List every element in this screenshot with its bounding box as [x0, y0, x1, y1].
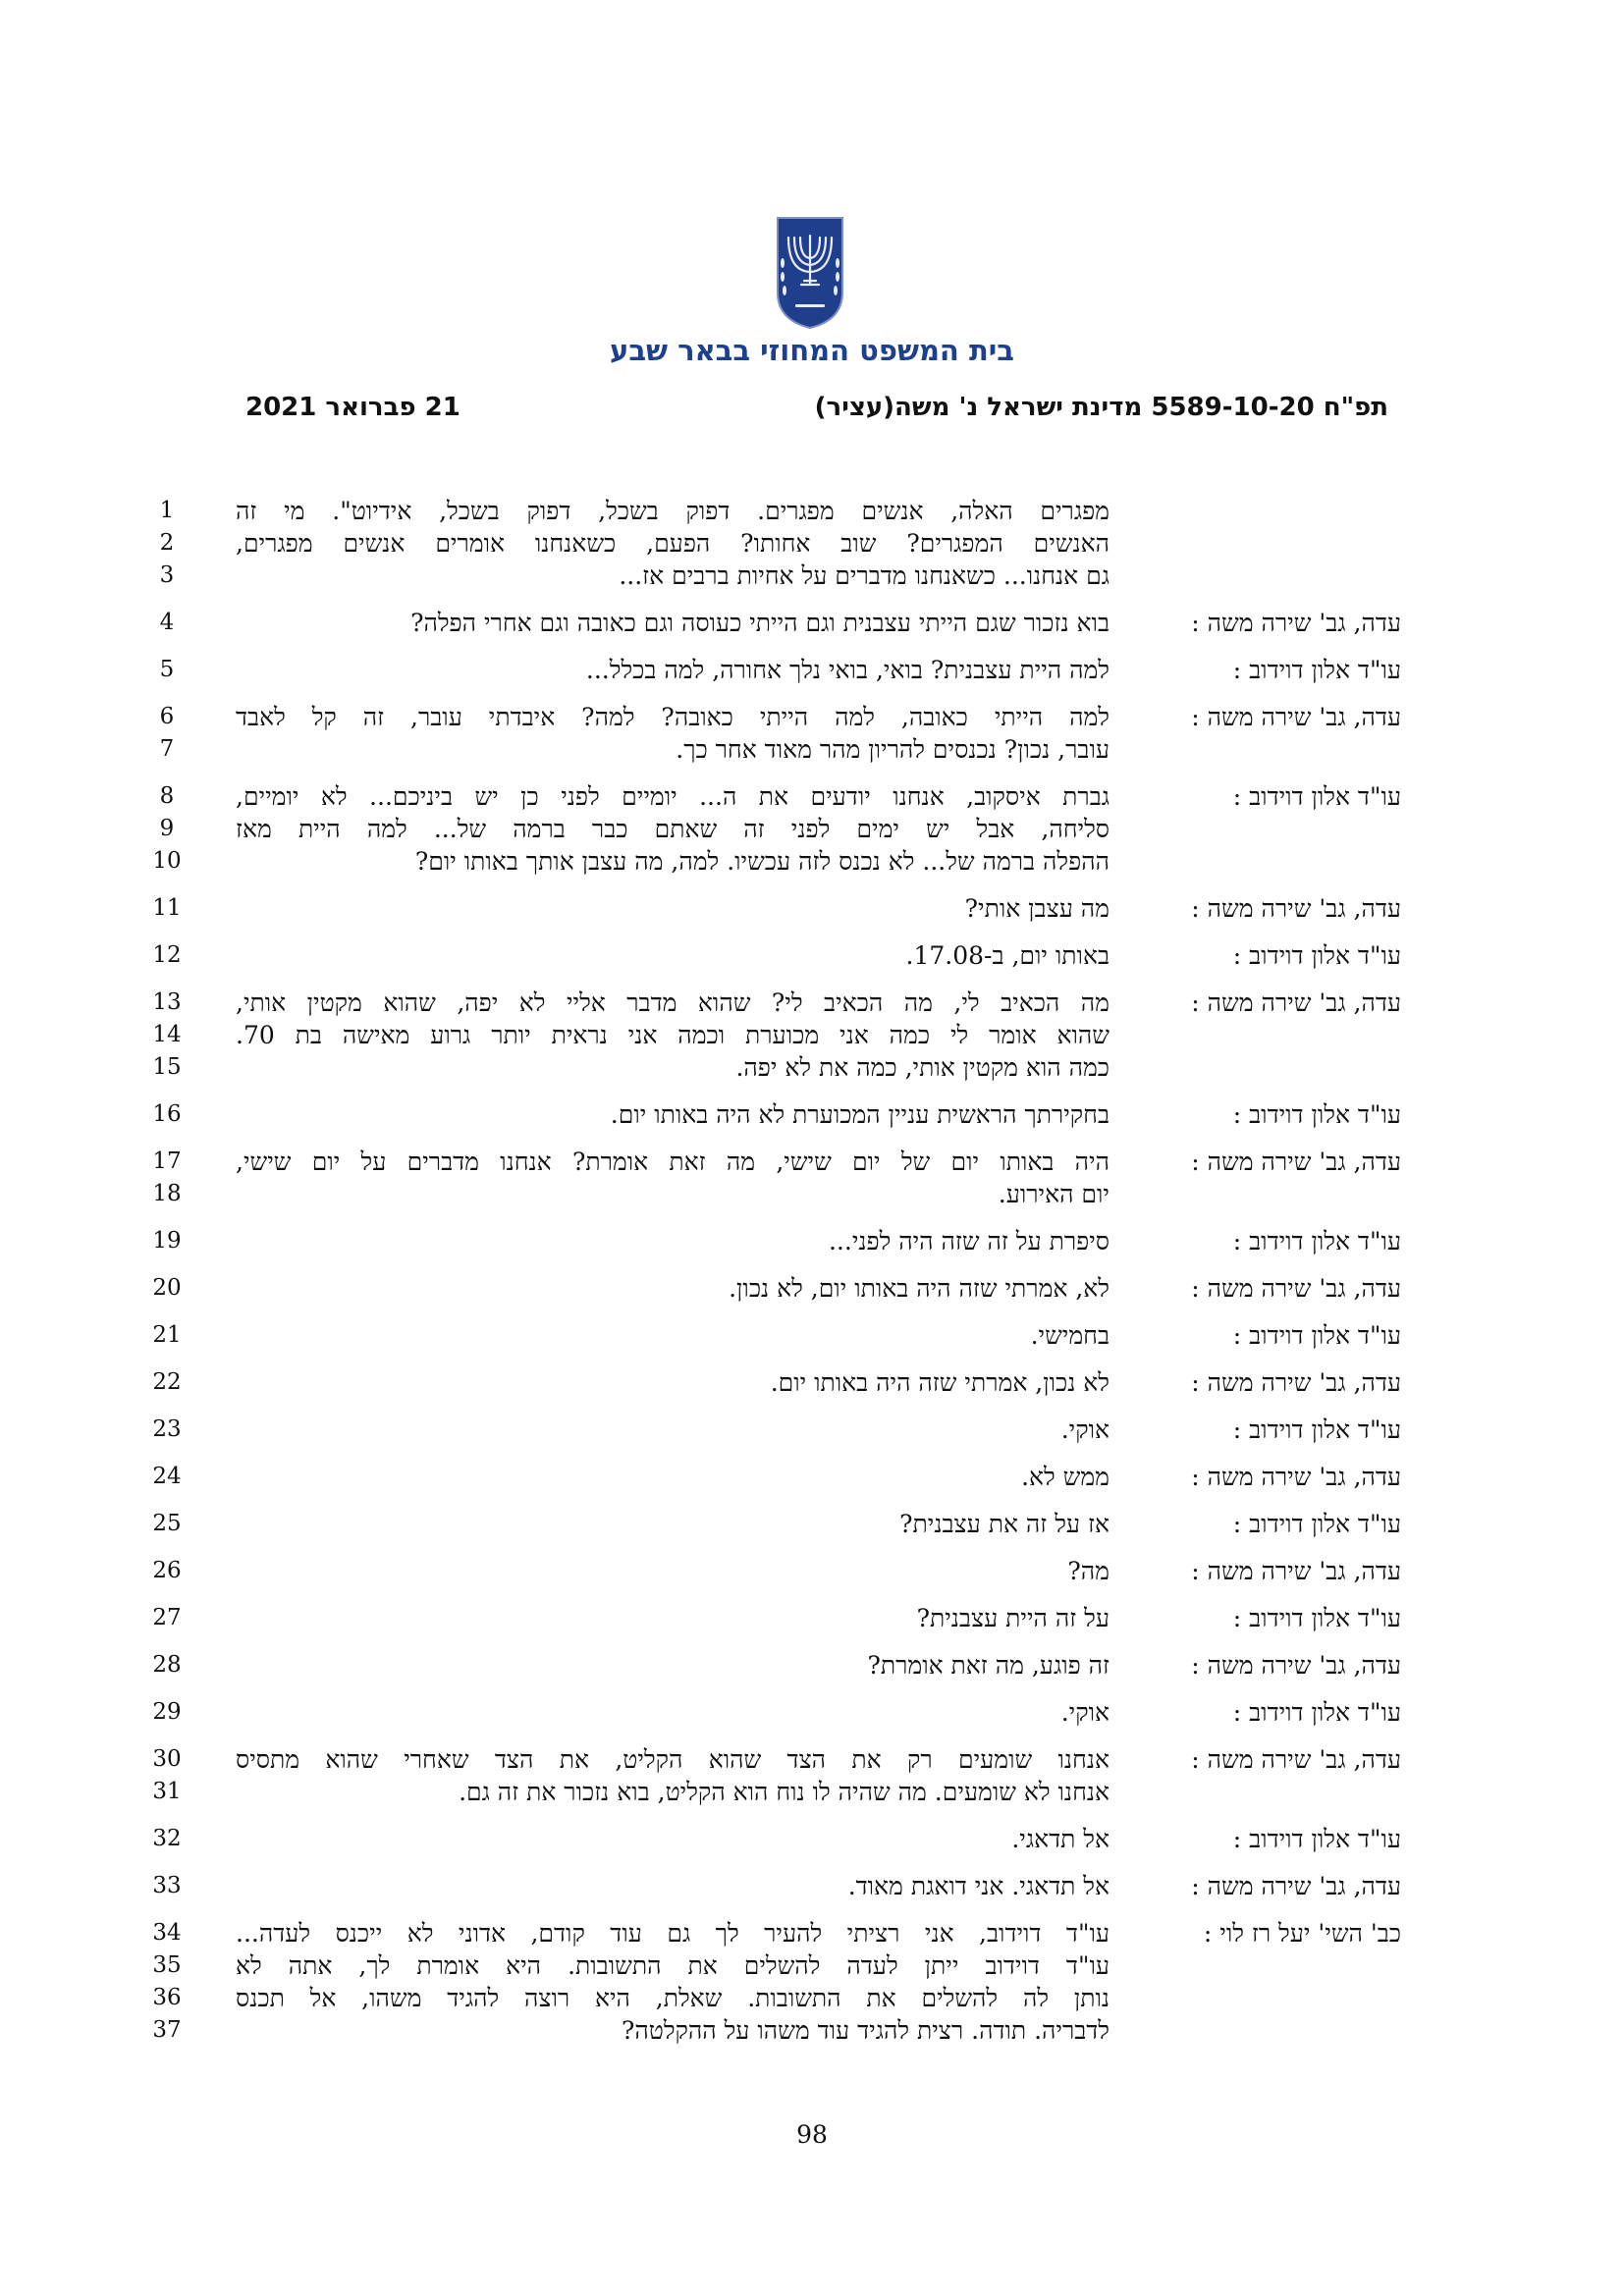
speech-line: סליחה, אבל יש ימים לפני זה שאתם כבר ברמה של... למה היית מאז [236, 815, 1110, 843]
speech-text [236, 1146, 1110, 1210]
transcript-entry [0, 1461, 1624, 1493]
speaker-label: עדה, גב' שירה משה : [1191, 609, 1401, 637]
speech-line: אנחנו לא שומעים. מה שהיה לו נוח הוא הקליט, בוא נזכור את זה גם. [459, 1778, 1110, 1806]
speech-line: בוא נזכור שגם הייתי עצבנית וגם הייתי כעוסה וגם כאובה וגם אחרי הפלה? [410, 609, 1110, 637]
line-numbers [147, 1146, 187, 1210]
transcript-entry [0, 1649, 1624, 1682]
speech-line: על זה היית עצבנית? [916, 1604, 1110, 1632]
speech-line: נותן לה להשלים את התשובות. שאלת, היא רוצה להגיד משהו, אל תכנס [236, 1984, 1110, 2012]
transcript-entry [0, 495, 1624, 592]
line-number: 36 [152, 1985, 182, 2010]
speech-line: אנחנו שומעים רק את הצד שהוא הקליט, את הצד שאחרי שהוא מתסיס [236, 1745, 1110, 1774]
transcript-entry [0, 1870, 1624, 1902]
transcript-entry [0, 1366, 1624, 1399]
line-numbers [147, 1696, 187, 1729]
line-numbers [147, 987, 187, 1084]
line-numbers [147, 939, 187, 972]
line-numbers [147, 1649, 187, 1682]
speech-line: עו"ד דוידוב ייתן לעדה להשלים את התשובות. היא אומרת לך, אתה לא [236, 1951, 1110, 1980]
line-number: 23 [152, 1416, 182, 1442]
speech-line: יום האירוע. [998, 1180, 1110, 1208]
line-number: 25 [152, 1511, 182, 1536]
speech-line: לדבריה. תודה. רצית להגיד עוד משהו על ההקלטה? [621, 2016, 1110, 2045]
speech-line: זה פוגע, מה זאת אומרת? [867, 1651, 1110, 1680]
transcript-entry [0, 654, 1624, 686]
speech-line: מה הכאיב לי, מה הכאיב לי? שהוא מדבר אליי לא יפה, שהוא מקטין אותי, [236, 988, 1110, 1017]
case-title: תפ"ח 5589-10-20 מדינת ישראל נ' משה(עציר) [814, 393, 1388, 422]
line-numbers [147, 1461, 187, 1493]
line-number: 22 [152, 1369, 182, 1395]
transcript-entry [0, 1414, 1624, 1446]
line-number: 30 [152, 1746, 182, 1772]
speech-text [236, 1225, 1110, 1257]
line-numbers [147, 1272, 187, 1305]
line-number: 34 [152, 1920, 182, 1946]
line-number: 26 [152, 1558, 182, 1583]
line-number: 2 [159, 530, 175, 556]
transcript-entry [0, 1696, 1624, 1729]
speech-line: מה עצבן אותי? [964, 894, 1110, 923]
speaker-label: עדה, גב' שירה משה : [1191, 1274, 1401, 1303]
speech-text [236, 1917, 1110, 2047]
line-numbers [147, 654, 187, 686]
speaker-label: עו"ד אלון דוידוב : [1232, 1321, 1401, 1350]
speaker-label: עו"ד אלון דוידוב : [1232, 1825, 1401, 1853]
line-numbers [147, 780, 187, 878]
line-numbers [147, 1098, 187, 1131]
line-number: 19 [152, 1228, 182, 1254]
line-numbers [147, 1319, 187, 1352]
speech-text [236, 1508, 1110, 1540]
transcript-entry [0, 987, 1624, 1084]
line-number: 24 [152, 1464, 182, 1489]
line-number: 13 [152, 989, 182, 1015]
speaker-label: עדה, גב' שירה משה : [1191, 1463, 1401, 1491]
line-number: 31 [152, 1779, 182, 1804]
line-numbers [147, 1870, 187, 1902]
speaker-label: עדה, גב' שירה משה : [1191, 1557, 1401, 1585]
line-number: 18 [152, 1181, 182, 1206]
speech-line: עו"ד דוידוב, אני רציתי להעיר לך גם עוד קודם, אדוני לא ייכנס לעדה... [236, 1919, 1110, 1948]
speech-text [236, 1696, 1110, 1729]
line-numbers [147, 1414, 187, 1446]
line-numbers [147, 1602, 187, 1634]
state-emblem-icon [774, 214, 846, 330]
transcript-entry [0, 1225, 1624, 1257]
transcript-entry [0, 701, 1624, 766]
speech-line: אוקי. [1060, 1415, 1110, 1444]
speech-text [236, 939, 1110, 972]
line-number: 8 [159, 783, 175, 809]
line-number: 10 [152, 848, 182, 874]
transcript-entry [0, 1917, 1624, 2047]
speech-text [236, 495, 1110, 592]
speaker-label: כב' השי' יעל רז לוי : [1203, 1919, 1401, 1948]
speech-text [236, 701, 1110, 766]
speech-line: אז על זה את עצבנית? [899, 1510, 1110, 1538]
speech-line: ההפלה ברמה של... לא נכנס לזה עכשיו. למה, מה עצבן אותך באותו יום? [414, 847, 1110, 876]
speech-text [236, 1098, 1110, 1131]
line-number: 6 [159, 704, 175, 729]
speech-text [236, 1823, 1110, 1855]
speaker-label: עדה, גב' שירה משה : [1191, 988, 1401, 1017]
transcript-entry [0, 1823, 1624, 1855]
line-number: 16 [152, 1101, 182, 1127]
speech-line: בחמישי. [1030, 1321, 1110, 1350]
line-number: 7 [159, 736, 175, 762]
speech-text [236, 1272, 1110, 1305]
line-numbers [147, 1823, 187, 1855]
line-number: 1 [159, 498, 175, 523]
speaker-label: עו"ד אלון דוידוב : [1232, 1698, 1401, 1727]
speaker-label: עו"ד אלון דוידוב : [1232, 656, 1401, 684]
speech-line: לא, אמרתי שזה היה באותו יום, לא נכון. [729, 1274, 1110, 1303]
speaker-label: עדה, גב' שירה משה : [1191, 1148, 1401, 1176]
speaker-label: עו"ד אלון דוידוב : [1232, 941, 1401, 970]
speech-text [236, 780, 1110, 878]
speech-line: כמה הוא מקטין אותי, כמה את לא יפה. [735, 1053, 1110, 1082]
speech-text [236, 987, 1110, 1084]
speech-text [236, 1555, 1110, 1587]
line-numbers [147, 1366, 187, 1399]
transcript-entry [0, 939, 1624, 972]
speech-line: ממש לא. [1021, 1463, 1110, 1491]
court-name: בית המשפט המחוזי בבאר שבע [610, 334, 1014, 367]
line-number: 15 [152, 1054, 182, 1080]
speech-text [236, 1602, 1110, 1634]
transcript-entry [0, 1272, 1624, 1305]
line-number: 27 [152, 1605, 182, 1630]
speech-line: אוקי. [1060, 1698, 1110, 1727]
speaker-label: עדה, גב' שירה משה : [1191, 1651, 1401, 1680]
speech-text [236, 1649, 1110, 1682]
speech-line: אל תדאגי. [1011, 1825, 1110, 1853]
line-number: 37 [152, 2017, 182, 2043]
speaker-label: עו"ד אלון דוידוב : [1232, 1415, 1401, 1444]
line-numbers [147, 1743, 187, 1808]
speech-text [236, 1870, 1110, 1902]
transcript-entry [0, 1743, 1624, 1808]
line-number: 12 [152, 942, 182, 968]
speech-text [236, 1743, 1110, 1808]
speaker-label: עו"ד אלון דוידוב : [1232, 1227, 1401, 1255]
document-date: 21 פברואר 2021 [245, 393, 460, 422]
speech-text [236, 1319, 1110, 1352]
line-number: 14 [152, 1022, 182, 1047]
speech-line: למה היית עצבנית? בואי, בואי נלך אחורה, למה בכלל... [585, 656, 1110, 684]
speech-line: בחקירתך הראשית עניין המכוערת לא היה באותו יום. [610, 1100, 1110, 1129]
transcript-entry [0, 1555, 1624, 1587]
transcript-entry [0, 780, 1624, 878]
speech-text [236, 654, 1110, 686]
speech-line: למה הייתי כאובה, למה הייתי כאובה? למה? איבדתי עובר, זה קל לאבד [236, 703, 1110, 731]
transcript-entry [0, 892, 1624, 925]
transcript-entry [0, 1098, 1624, 1131]
transcript-body [0, 495, 1624, 2061]
speaker-label: עו"ד אלון דוידוב : [1232, 1604, 1401, 1632]
line-numbers [147, 607, 187, 639]
line-number: 28 [152, 1652, 182, 1678]
speaker-label: עו"ד אלון דוידוב : [1232, 1510, 1401, 1538]
line-numbers [147, 701, 187, 766]
transcript-entry [0, 1602, 1624, 1634]
speaker-label: עו"ד אלון דוידוב : [1232, 1100, 1401, 1129]
line-number: 11 [152, 895, 182, 921]
speaker-label: עדה, גב' שירה משה : [1191, 1872, 1401, 1900]
line-number: 21 [152, 1322, 182, 1348]
line-numbers [147, 1917, 187, 2047]
line-numbers [147, 1555, 187, 1587]
speech-line: מפגרים האלה, אנשים מפגרים. דפוק בשכל, דפוק בשכל, אידיוט". מי זה [236, 497, 1110, 525]
speech-text [236, 607, 1110, 639]
speech-line: גברת איסקוב, אנחנו יודעים את ה... יומיים לפני כן יש ביניכם... לא יומיים, [236, 782, 1110, 811]
speaker-label: עדה, גב' שירה משה : [1191, 703, 1401, 731]
line-number: 5 [159, 657, 175, 682]
line-number: 4 [159, 610, 175, 635]
transcript-entry [0, 1319, 1624, 1352]
speech-line: באותו יום, ב-17.08. [905, 941, 1110, 970]
line-number: 20 [152, 1275, 182, 1301]
speech-text [236, 1414, 1110, 1446]
speech-text [236, 892, 1110, 925]
speech-line: האנשים המפגרים? שוב אחותו? הפעם, כשאנחנו אומרים אנשים מפגרים, [236, 529, 1110, 558]
line-numbers [147, 1225, 187, 1257]
speech-line: גם אנחנו... כשאנחנו מדברים על אחיות ברבים אז... [619, 561, 1110, 590]
line-numbers [147, 495, 187, 592]
line-numbers [147, 892, 187, 925]
speaker-label: עדה, גב' שירה משה : [1191, 894, 1401, 923]
line-number: 3 [159, 562, 175, 588]
speech-text [236, 1461, 1110, 1493]
speech-text [236, 1366, 1110, 1399]
line-number: 33 [152, 1873, 182, 1898]
line-number: 29 [152, 1699, 182, 1725]
speech-line: שהוא אומר לי כמה אני מכוערת וכמה אני נראית יותר גרוע מאישה בת 70. [236, 1021, 1110, 1049]
transcript-entry [0, 607, 1624, 639]
speaker-label: עדה, גב' שירה משה : [1191, 1368, 1401, 1397]
speech-line: אל תדאגי. אני דואגת מאוד. [847, 1872, 1110, 1900]
speaker-label: עדה, גב' שירה משה : [1191, 1745, 1401, 1774]
speech-line: סיפרת על זה שזה היה לפני... [828, 1227, 1110, 1255]
line-number: 17 [152, 1148, 182, 1174]
speech-line: מה? [1067, 1557, 1110, 1585]
transcript-entry [0, 1146, 1624, 1210]
line-number: 35 [152, 1952, 182, 1978]
speaker-label: עו"ד אלון דוידוב : [1232, 782, 1401, 811]
page-number: 98 [796, 2120, 828, 2149]
speech-line: לא נכון, אמרתי שזה היה באותו יום. [770, 1368, 1110, 1397]
line-number: 9 [159, 816, 175, 841]
speech-line: היה באותו יום של יום שישי, מה זאת אומרת? אנחנו מדברים על יום שישי, [236, 1148, 1110, 1176]
line-numbers [147, 1508, 187, 1540]
line-number: 32 [152, 1826, 182, 1851]
transcript-entry [0, 1508, 1624, 1540]
speech-line: עובר, נכון? נכנסים להריון מהר מאוד אחר כך. [676, 735, 1110, 764]
